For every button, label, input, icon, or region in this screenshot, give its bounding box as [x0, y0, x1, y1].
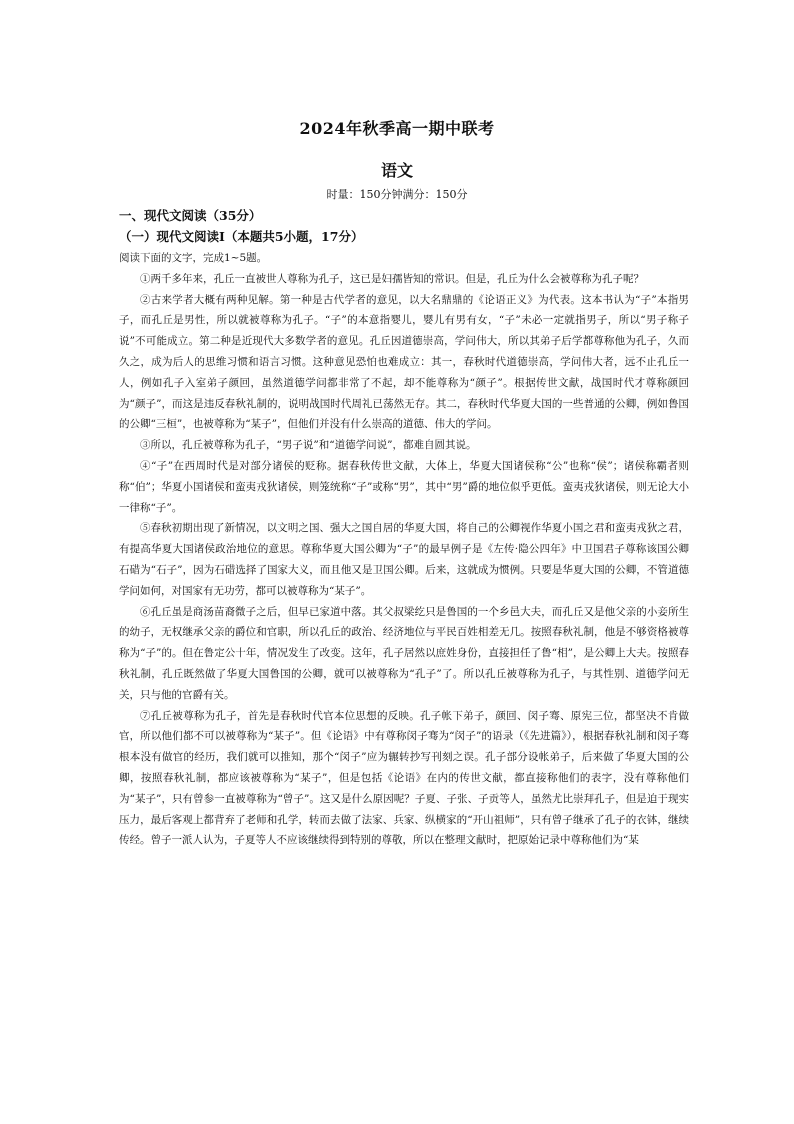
paragraph-3: ③所以，孔丘被尊称为孔子，“男子说”和“道德学问说”，都难自圆其说。 [140, 439, 477, 452]
paragraph-5: ⑤春秋初期出现了新情况，以文明之国、强大之国自居的华夏大国，将自己的公卿视作华夏小国之君和蛮夷戎狄之君，有提高华夏大国诸侯政治地位的意思。尊称华夏大国公卿为“子”的最早例子是《左传·隐公四年》中卫国君子尊称该国公卿石碏为“石子”，因为石碏选择了国家大义，而且他又是卫国公卿。后来，这就成为惯例。只要是华夏大国的公卿，不管道德学问如何，对国家有无功劳，都可以被尊称为“某子”。 [119, 522, 689, 597]
paragraph-1: ①两千多年来，孔丘一直被世人尊称为孔子，这已是妇孺皆知的常识。但是，孔丘为什么会被尊称为孔子呢？ [140, 272, 644, 285]
exam-title: 2024年秋季高一期中联考 [299, 119, 495, 138]
reading-instruction: 阅读下面的文字，完成1~5题。 [119, 252, 268, 264]
subject-title: 语文 [380, 161, 413, 180]
paragraph-7: ⑦孔丘被尊称为孔子，首先是春秋时代官本位思想的反映。孔子帐下弟子，颜回、闵子骞、原宪三位，都坚决不肯做官，所以他们都不可以被尊称为“某子”。但《论语》中有尊称闵子骞为“闵子”的语录（《先进篇》），根据春秋礼制和闵子骞根本没有做官的经历，我们就可以推知，那个“闵子”应为辗转抄写刊刻之误。孔子部分设帐弟子，后来做了华夏大国的公卿，按照春秋礼制，都应该被尊称为“某子”，但是包括《论语》在内的传世文献，都直接称他们的表字，没有尊称他们为“某子”，只有曾参一直被尊称为“曾子”。这又是什么原因呢？子夏、子张、子贡等人，虽然尤比崇拜孔子，但是迫于现实压力，最后客观上都背弃了老师和孔学，转而去做了法家、兵家、纵横家的“开山祖师”，只有曾子继承了孔子的衣钵，继续传经。曾子一派人认为，子夏等人不应该继续得到特别的尊敬，所以在整理文献时，把原始记录中尊称他们为“某 [119, 709, 689, 847]
paragraph-6: ⑥孔丘虽是商汤苗裔微子之后，但早已家道中落。其父叔梁纥只是鲁国的一个乡邑大夫，而孔丘又是他父亲的小妾所生的幼子，无权继承父亲的爵位和官职，所以孔丘的政治、经济地位与平民百姓相差无几。按照春秋礼制，他是不够资格被尊称为“子”的。但在鲁定公十年，情况发生了改变。这年，孔子居然以庶姓身份，直接担任了鲁“相”，是公卿上大夫。按照春秋礼制，孔丘既然做了华夏大国鲁国的公卿，就可以被尊称为“孔子”了。所以孔丘被尊称为孔子，与其性别、道德学问无关，只与他的官爵有关。 [119, 605, 689, 701]
paragraph-4: ④“子”在西周时代是对部分诸侯的贬称。据春秋传世文献，大体上，华夏大国诸侯称“公”也称“侯”；诸侯称霸者则称“伯”；华夏小国诸侯和蛮夷戎狄诸侯，则笼统称“子”或称“男”，其中“男”爵的地位似乎更低。蛮夷戎狄诸侯，则无论大小一律称“子”。 [119, 459, 689, 514]
exam-meta: 时量：150分钟满分：150分 [326, 188, 468, 201]
paragraph-2: ②古来学者大概有两种见解。第一种是古代学者的意见，以大名鼎鼎的《论语正义》为代表。这本书认为“子”本指男子，而孔丘是男性，所以就被尊称为孔子。“子”的本意指婴儿，婴儿有男有女，“子”未必一定就指男子，所以“男子称子说”不可能成立。第二种是近现代大多数学者的意见。孔丘因道德崇高，学问伟大，所以其弟子后学都尊称他为孔子，久而久之，成为后人的思维习惯和语言习惯。这种意见恐怕也难成立：其一，春秋时代道德崇高，学问伟大者，远不止孔丘一人，例如孔子入室弟子颜回，虽然道德学问都非常了不起，却不能尊称为“颜子”。根据传世文献，战国时代才尊称颜回为“颜子”，而这是违反春秋礼制的，说明战国时代周礼已荡然无存。其二，春秋时代华夏大国的一些普通的公卿，例如鲁国的公卿“三桓”，也被尊称为“某子”，但他们并没有什么崇高的道德、伟大的学问。 [119, 293, 689, 431]
reading-section [119, 206, 689, 851]
section-heading: 一、现代文阅读（35分） [119, 208, 262, 223]
subsection-heading: （一）现代文阅读Ⅰ（本题共5小题，17分） [119, 229, 364, 244]
